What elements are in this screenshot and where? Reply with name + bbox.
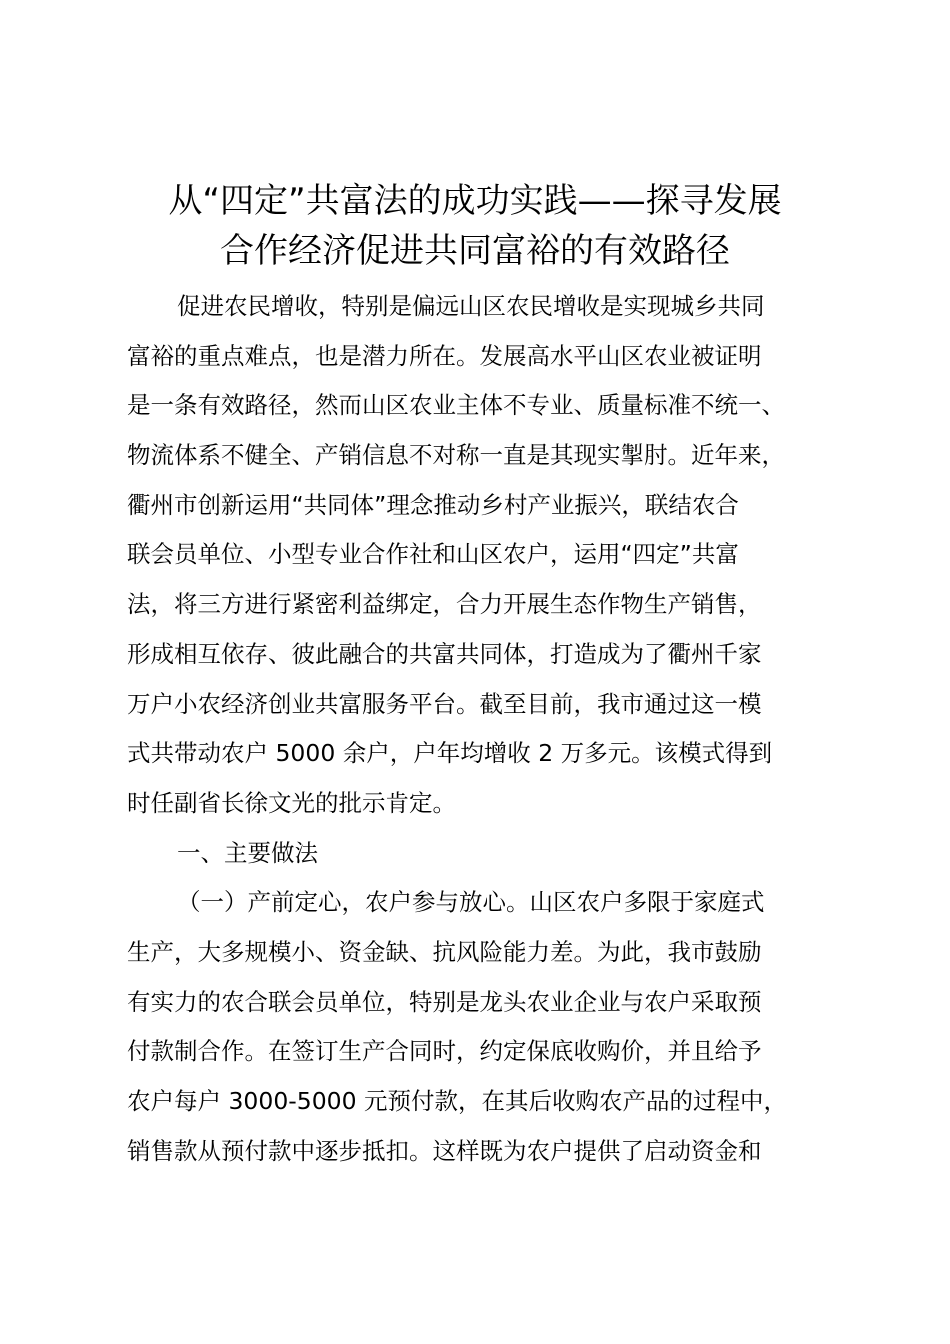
text-line: 联会员单位、小型专业合作社和山区农户，运用“四定”共富 [127, 540, 739, 569]
title-line-1: 从“四定”共富法的成功实践——探寻发展 [168, 181, 782, 221]
text-line: 式共带动农户 5000 余户，户年均增收 2 万多元。该模式得到 [127, 739, 773, 768]
text-line: 形成相互依存、彼此融合的共富共同体，打造成为了衢州千家 [127, 639, 762, 668]
text-line: 农户每户 3000-5000 元预付款，在其后收购农产品的过程中， [127, 1087, 788, 1115]
text-line: 富裕的重点难点，也是潜力所在。发展高水平山区农业被证明 [127, 341, 762, 370]
text-line: 生产，大多规模小、资金缺、抗风险能力差。为此，我市鼓励 [127, 937, 762, 966]
text-line: 时任副省长徐文光的批示肯定。 [127, 788, 456, 817]
text-line: 衢州市创新运用“共同体”理念推动乡村产业振兴，联结农合 [127, 490, 739, 519]
text-line: 物流体系不健全、产销信息不对称一直是其现实掣肘。近年来， [127, 441, 785, 470]
text-line: 促进农民增收，特别是偏远山区农民增收是实现城乡共同 [177, 292, 765, 320]
text-line: 有实力的农合联会员单位，特别是龙头农业企业与农户采取预 [127, 987, 762, 1016]
document-title [100, 176, 850, 276]
text-line: 销售款从预付款中逐步抵扣。这样既为农户提供了启动资金和 [127, 1136, 762, 1165]
paragraph-intro [127, 282, 842, 829]
text-line: （一）产前定心，农户参与放心。山区农户多限于家庭式 [177, 888, 765, 917]
text-line: 是一条有效路径，然而山区农业主体不专业、质量标准不统一、 [127, 391, 785, 420]
title-line-2: 合作经济促进共同富裕的有效路径 [220, 231, 730, 271]
document-body [127, 282, 842, 1176]
text-line: 万户小农经济创业共富服务平台。截至目前，我市通过这一模 [127, 689, 762, 718]
paragraph-section-1 [127, 878, 842, 1176]
text-line: 法，将三方进行紧密利益绑定，合力开展生态作物生产销售， [127, 590, 762, 619]
section-heading: 一、主要做法 [177, 838, 318, 867]
text-line: 付款制合作。在签订生产合同时，约定保底收购价，并且给予 [127, 1037, 762, 1066]
